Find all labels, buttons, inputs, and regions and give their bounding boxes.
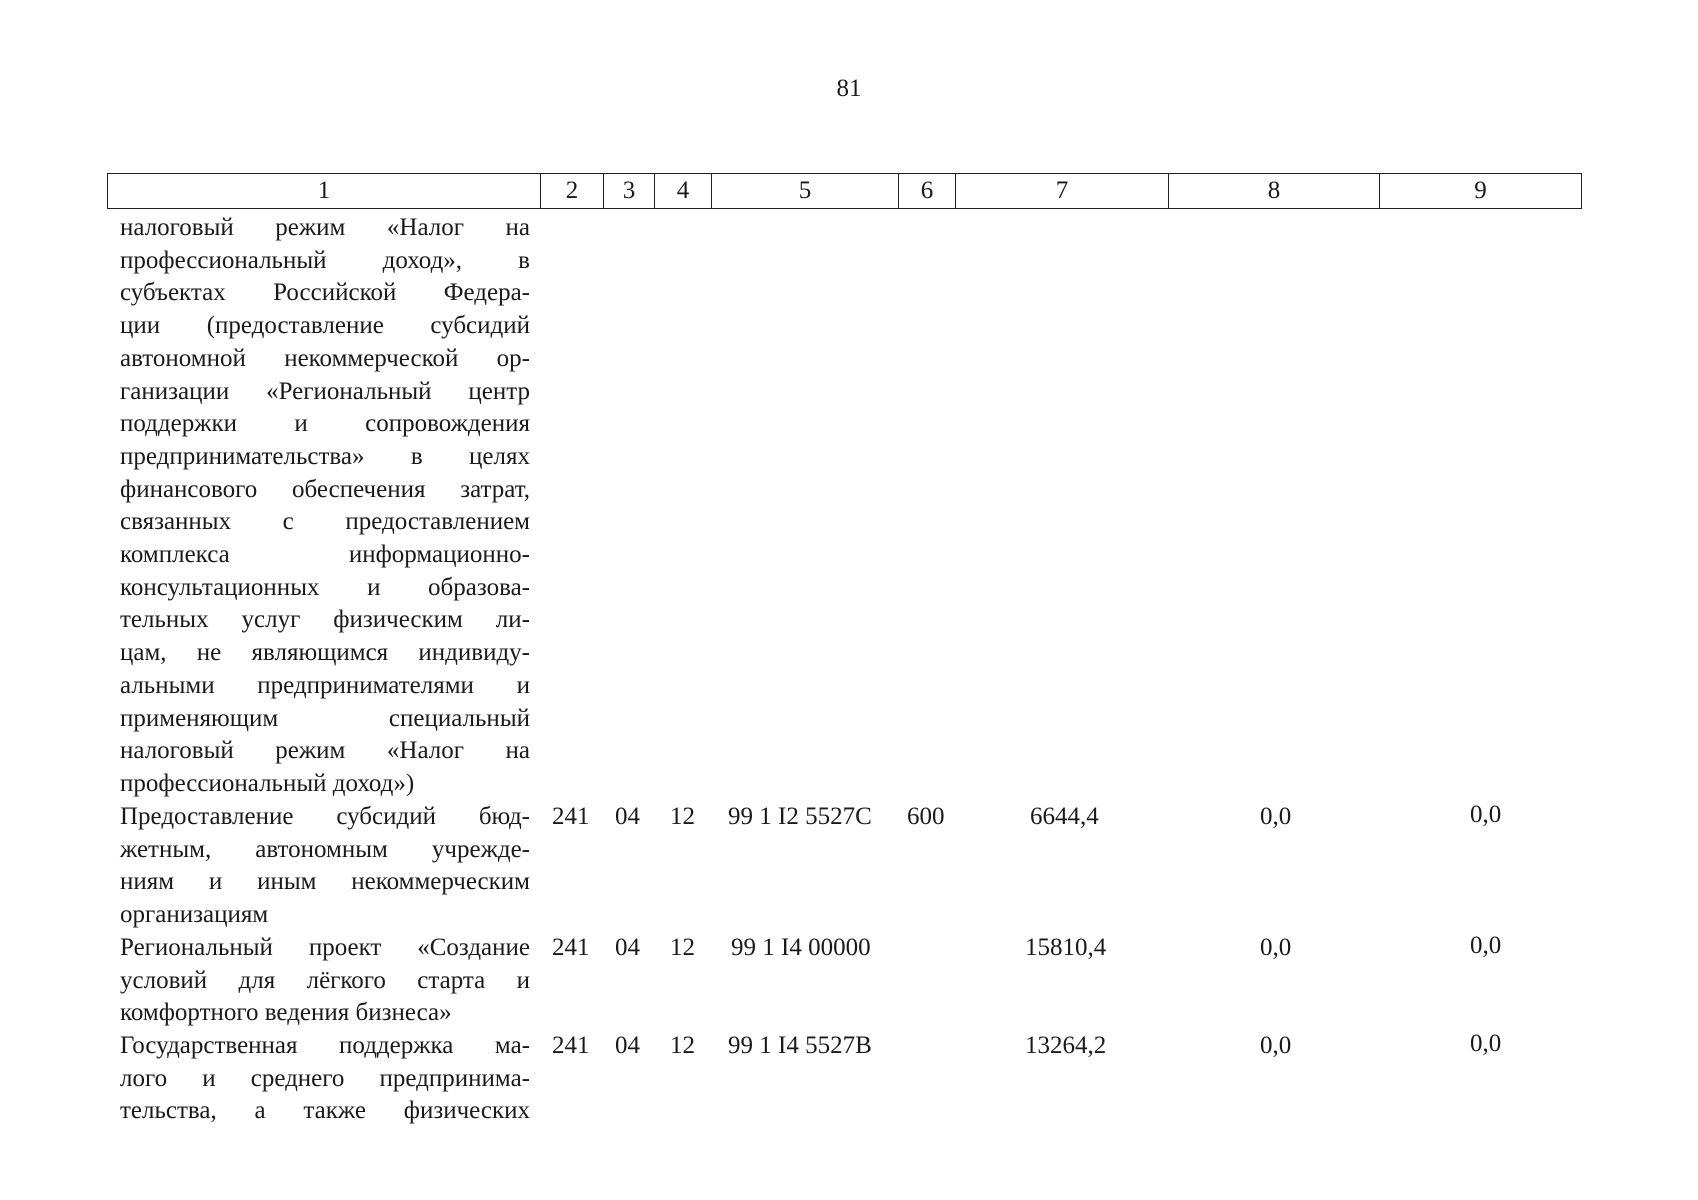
cell-target-article: 99 1 I2 5527С xyxy=(728,803,872,830)
cell-amount-year3: 0,0 xyxy=(1470,801,1502,828)
row-description-line: поддержки и сопровождения xyxy=(120,410,530,438)
column-header-9: 9 xyxy=(1380,174,1582,209)
column-header-7: 7 xyxy=(956,174,1169,209)
row-description-line: организациям xyxy=(120,901,269,929)
row-description-line: лого и среднего предпринима- xyxy=(120,1064,530,1092)
column-header-5: 5 xyxy=(712,174,899,209)
column-header-3: 3 xyxy=(604,174,655,209)
row-description-line: Государственная поддержка ма- xyxy=(120,1032,530,1059)
cell-amount: 13264,2 xyxy=(1025,1032,1107,1059)
column-header-row xyxy=(107,173,1582,209)
cell-expense-type: 600 xyxy=(907,803,945,830)
column-header-4: 4 xyxy=(655,174,712,209)
row-description-line: альными предпринимателями и xyxy=(120,671,530,699)
row-description xyxy=(120,932,530,1030)
column-header-1: 1 xyxy=(108,174,541,209)
cell-target-article: 99 1 I4 00000 xyxy=(731,934,871,961)
row-description-line: условий для лёгкого старта и xyxy=(120,966,530,994)
row-description-line: налоговый режим «Налог на xyxy=(120,737,530,765)
row-description-line: субъектах Российской Федера- xyxy=(120,279,530,307)
column-header-6: 6 xyxy=(899,174,956,209)
row-description-line: тельства, а также физических xyxy=(120,1097,530,1125)
cell-section: 04 xyxy=(615,803,640,830)
cell-section: 04 xyxy=(615,934,640,961)
cell-ministry-code: 241 xyxy=(552,1032,590,1059)
cell-subsection: 12 xyxy=(670,803,695,830)
cell-amount-year2: 0,0 xyxy=(1260,803,1292,830)
row-description-line: ниям и иным некоммерческим xyxy=(120,868,530,896)
cell-amount: 6644,4 xyxy=(1030,803,1099,830)
row-description-line: консультационных и образова- xyxy=(120,573,530,601)
cell-subsection: 12 xyxy=(670,1032,695,1059)
cell-subsection: 12 xyxy=(670,934,695,961)
row-description-line: цам, не являющимся индивиду- xyxy=(120,639,530,667)
row-description-line: автономной некоммерческой ор- xyxy=(120,344,530,372)
cell-target-article: 99 1 I4 5527В xyxy=(728,1032,872,1059)
row-description-line: финансового обеспечения затрат, xyxy=(120,475,530,503)
row-description-line: налоговый режим «Налог на xyxy=(120,214,530,241)
row-description-line: жетным, автономным учрежде- xyxy=(120,835,530,863)
row-description xyxy=(120,801,530,932)
column-header-8: 8 xyxy=(1169,174,1380,209)
cell-ministry-code: 241 xyxy=(552,803,590,830)
row-description xyxy=(120,1030,530,1128)
row-description-line: предпринимательства» в целях xyxy=(120,442,530,470)
row-description-line: комфортного ведения бизнеса» xyxy=(120,999,452,1027)
cell-section: 04 xyxy=(615,1032,640,1059)
cell-amount-year3: 0,0 xyxy=(1470,1030,1502,1057)
cell-ministry-code: 241 xyxy=(552,934,590,961)
row-description-line: связанных с предоставлением xyxy=(120,508,530,536)
cell-amount: 15810,4 xyxy=(1025,934,1107,961)
row-description-line: применяющим специальный xyxy=(120,704,530,732)
page-number: 81 xyxy=(836,75,862,102)
cell-amount-year2: 0,0 xyxy=(1260,1032,1292,1059)
row-description-line: профессиональный доход») xyxy=(120,769,415,797)
row-description-line: Предоставление субсидий бюд- xyxy=(120,803,530,830)
cell-amount-year2: 0,0 xyxy=(1260,934,1292,961)
column-header-2: 2 xyxy=(541,174,604,209)
row-description-line: ции (предоставление субсидий xyxy=(120,312,530,340)
cell-amount-year3: 0,0 xyxy=(1470,932,1502,959)
row-description-line: комплекса информационно- xyxy=(120,541,530,569)
row-description-line: профессиональный доход», в xyxy=(120,246,530,274)
row-description-line: ганизации «Региональный центр xyxy=(120,377,530,405)
row-description-line: Региональный проект «Создание xyxy=(120,934,530,961)
row-description xyxy=(120,212,530,801)
row-description-line: тельных услуг физическим ли- xyxy=(120,606,530,634)
